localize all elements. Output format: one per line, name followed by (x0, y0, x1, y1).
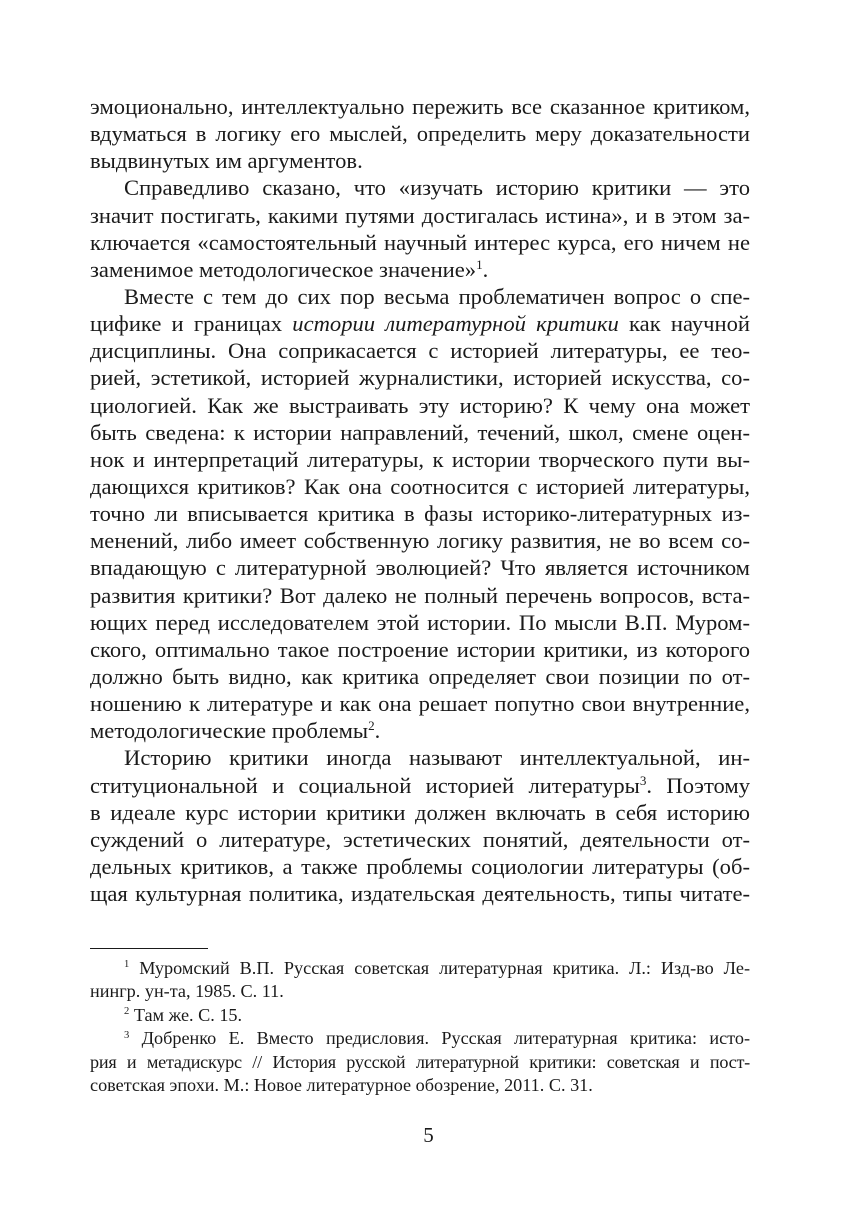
text-line: быть сведена: к истории направлений, течений, школ, смене оцен- (90, 419, 750, 445)
text-line: дельных критиков, а также проблемы социологии литературы (об- (90, 853, 750, 879)
text-line (90, 256, 750, 283)
footnote-line (90, 1027, 750, 1050)
footnotes (90, 957, 750, 1097)
footnote-line (90, 957, 750, 980)
footnote-text: Добренко Е. Вместо предисловия. Русская литературная критика: исто- (141, 1028, 750, 1049)
text-line: должно быть видно, как критика определяет свои позиции по от- (90, 663, 750, 689)
text-line: ношению к литературе и как она решает попутно свои внутренние, (90, 691, 750, 717)
text-line: щая культурная политика, издательская деятельность, типы читате- (90, 881, 750, 907)
footnote-number: 3 (124, 1029, 130, 1041)
text-line: ключается «самостоятельный научный интерес курса, его ничем не (90, 229, 750, 255)
line-text: методологические проблемы (90, 718, 369, 744)
text-line: рией, эстетикой, историей журналистики, историей искусства, со- (90, 365, 750, 391)
text-line (90, 717, 750, 744)
text-line: нок и интерпретаций литературы, к истории творческого пути вы- (90, 446, 750, 472)
footnote-text: Там же. С. 15. (133, 1004, 243, 1025)
line-text: цифике и границах (90, 311, 283, 337)
text-line: Справедливо сказано, что «изучать историю критики — это (124, 175, 750, 201)
footnote-ref[interactable]: 1 (476, 256, 483, 272)
text-line: значит постигать, какими путями достигалась истина», и в этом за- (90, 202, 750, 228)
line-text: . (482, 256, 489, 282)
text-line: циологией. Как же выстраивать эту историю? К чему она может (90, 392, 750, 418)
line-text: заменимое методологическое значение» (90, 256, 477, 282)
footnote-line: нингр. ун-та, 1985. С. 11. (90, 981, 284, 1002)
footnote-separator (90, 948, 208, 949)
text-line: дающихся критиков? Как она соотносится с историей литературы, (90, 473, 750, 499)
page-number: 5 (423, 1123, 434, 1147)
footnote-ref[interactable]: 3 (639, 772, 647, 788)
text-line: выдвинутых им аргументов. (90, 148, 363, 174)
footnote-line: советская эпохи. М.: Новое литературное обозрение, 2011. С. 31. (90, 1074, 593, 1095)
footnote-number: 2 (124, 1006, 130, 1018)
text-line: Вместе с тем до сих пор весьма проблематичен вопрос о спе- (124, 283, 750, 309)
line-text (90, 773, 750, 798)
text-line: эмоционально, интеллектуально пережить все сказанное критиком, (90, 94, 750, 119)
text-line: дисциплины. Она соприкасается с историей литературы, ее тео- (90, 338, 750, 364)
footnote-text: Муромский В.П. Русская советская литературная критика. Л.: Изд-во Ле- (139, 958, 750, 978)
text-line: в идеале курс истории критики должен включать в себя историю (90, 799, 750, 825)
footnote-number: 1 (124, 959, 130, 971)
text-line (90, 772, 750, 799)
text-line: вдуматься в логику его мыслей, определить меру доказательности (90, 121, 750, 147)
text-line: ского, оптимально такое построение истории критики, из которого (90, 636, 750, 662)
main-text (90, 93, 750, 907)
line-text-part: . Поэтому (646, 772, 751, 798)
text-line: точно ли вписывается критика в фазы историко-литературных из- (90, 501, 750, 527)
emphasis-text: истории литературной критики (292, 311, 619, 337)
text-line: развития критики? Вот далеко не полный перечень вопросов, вста- (90, 582, 750, 608)
text-line: менений, либо имеет собственную логику развития, не во всем со- (90, 528, 750, 554)
text-line: суждений о литературе, эстетических понятий, деятельности от- (90, 826, 750, 852)
text-line: впадающую с литературной эволюцией? Что является источником (90, 555, 750, 581)
footnote-ref[interactable]: 2 (368, 718, 375, 734)
text-line (90, 310, 750, 337)
footnote-line: рия и метадискурс // История русской литературной критики: советская и пост- (90, 1051, 750, 1072)
line-text: как научной (629, 311, 751, 337)
line-text: . (374, 718, 381, 744)
line-text-part: ституциональной и социальной историей литературы (90, 772, 640, 798)
text-line: Историю критики иногда называют интеллектуальной, ин- (124, 745, 750, 771)
footnote-line (90, 1004, 750, 1027)
text-line: ющих перед исследователем этой истории. По мысли В.П. Муром- (90, 609, 750, 635)
